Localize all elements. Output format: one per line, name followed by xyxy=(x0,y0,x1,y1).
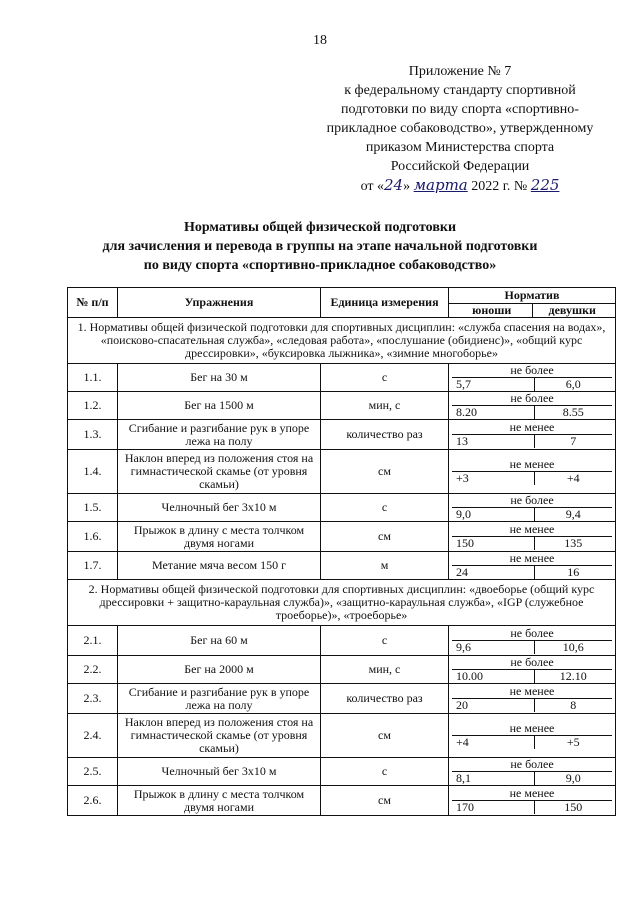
row-number: 2.1. xyxy=(68,626,118,656)
norm-boys: 24 xyxy=(456,565,468,579)
table-row xyxy=(68,494,616,522)
norm-boys: +4 xyxy=(456,735,469,749)
appendix-line: приказом Министерства спорта xyxy=(365,140,555,155)
date-year: 2022 г. № xyxy=(471,179,528,194)
row-exercise: Бег на 1500 м xyxy=(118,392,321,420)
row-norm xyxy=(449,552,616,580)
norm-condition: не менее xyxy=(452,787,612,801)
row-norm xyxy=(449,714,616,758)
norm-girls: 150 xyxy=(534,801,613,814)
row-norm xyxy=(449,522,616,552)
order-number: 225 xyxy=(530,176,560,194)
norm-condition: не менее xyxy=(452,458,612,472)
row-norm xyxy=(449,626,616,656)
row-unit: см xyxy=(321,522,449,552)
norm-girls: +5 xyxy=(534,736,613,749)
norm-girls: 8 xyxy=(534,699,613,712)
norm-girls: 135 xyxy=(534,537,613,550)
date-day: 24 xyxy=(384,176,404,194)
row-unit: количество раз xyxy=(321,420,449,450)
section-title: 2. Нормативы общей физической подготовки для спортивных дисциплин: «двоеборье (общий курс дрессировки + защитно-караульная служба)», «защитно-караульная служба», «IGP (служебное троеборье)», «троеборье» xyxy=(68,580,616,626)
appendix-line: подготовки по виду спорта «спортивно- xyxy=(341,102,579,117)
norm-boys: +3 xyxy=(456,471,469,485)
norm-boys: 150 xyxy=(456,536,474,550)
norm-condition: не менее xyxy=(452,552,612,566)
norm-girls: 8.55 xyxy=(534,406,613,419)
row-number: 1.5. xyxy=(68,494,118,522)
row-exercise: Бег на 60 м xyxy=(118,626,321,656)
header-norm: Норматив xyxy=(449,288,616,304)
norm-condition: не менее xyxy=(452,523,612,537)
row-norm xyxy=(449,494,616,522)
row-unit: с xyxy=(321,758,449,786)
table-row xyxy=(68,626,616,656)
order-date-line xyxy=(300,176,620,196)
norm-boys: 13 xyxy=(456,434,468,448)
norm-boys: 20 xyxy=(456,698,468,712)
norm-condition: не более xyxy=(452,656,612,670)
row-number: 2.2. xyxy=(68,656,118,684)
norm-condition: не менее xyxy=(452,421,612,435)
appendix-line: прикладное собаководство», утвержденному xyxy=(326,121,594,136)
row-exercise: Сгибание и разгибание рук в упоре лежа на полу xyxy=(118,420,321,450)
header-boys: юноши xyxy=(472,303,512,317)
header-exercise: Упражнения xyxy=(118,288,321,318)
row-number: 2.6. xyxy=(68,786,118,816)
norm-girls: 6,0 xyxy=(534,378,613,391)
appendix-line: Приложение № 7 xyxy=(408,64,512,79)
row-norm xyxy=(449,420,616,450)
table-row xyxy=(68,786,616,816)
table-row xyxy=(68,420,616,450)
norm-boys: 170 xyxy=(456,800,474,814)
page-number: 18 xyxy=(313,33,327,48)
row-unit: количество раз xyxy=(321,684,449,714)
title-line: по виду спорта «спортивно-прикладное собаководство» xyxy=(143,258,497,273)
header-girls: девушки xyxy=(532,304,613,317)
row-exercise: Наклон вперед из положения стоя на гимнастической скамье (от уровня скамьи) xyxy=(118,714,321,758)
row-exercise: Бег на 30 м xyxy=(118,364,321,392)
table-row xyxy=(68,392,616,420)
norm-condition: не более xyxy=(452,627,612,641)
row-number: 1.3. xyxy=(68,420,118,450)
norm-girls: 10,6 xyxy=(534,641,613,654)
row-unit: с xyxy=(321,626,449,656)
row-unit: с xyxy=(321,364,449,392)
norms-table xyxy=(67,287,616,816)
table-row xyxy=(68,552,616,580)
norm-condition: не менее xyxy=(452,722,612,736)
row-exercise: Сгибание и разгибание рук в упоре лежа на полу xyxy=(118,684,321,714)
norm-girls: 7 xyxy=(534,435,613,448)
document-title xyxy=(40,218,600,275)
table-row xyxy=(68,364,616,392)
norm-boys: 5,7 xyxy=(456,377,471,391)
norm-boys: 9,0 xyxy=(456,507,471,521)
row-number: 1.2. xyxy=(68,392,118,420)
table-row xyxy=(68,758,616,786)
norm-condition: не менее xyxy=(452,685,612,699)
norm-girls: 9,4 xyxy=(534,508,613,521)
row-number: 1.7. xyxy=(68,552,118,580)
date-prefix: от « xyxy=(360,179,384,194)
row-unit: мин, с xyxy=(321,656,449,684)
norm-condition: не более xyxy=(452,392,612,406)
norm-boys: 9,6 xyxy=(456,640,471,654)
norm-girls: 16 xyxy=(534,566,613,579)
row-exercise: Челночный бег 3х10 м xyxy=(118,758,321,786)
table-row xyxy=(68,684,616,714)
norm-boys: 8.20 xyxy=(456,405,477,419)
norm-boys: 10.00 xyxy=(456,669,483,683)
appendix-line: к федеральному стандарту спортивной xyxy=(344,83,576,98)
title-line: Нормативы общей физической подготовки xyxy=(183,220,457,235)
row-number: 1.1. xyxy=(68,364,118,392)
row-exercise: Челночный бег 3х10 м xyxy=(118,494,321,522)
table-row xyxy=(68,656,616,684)
section-title: 1. Нормативы общей физической подготовки для спортивных дисциплин: «служба спасения на водах», «поисково-спасательная служба», «следовая работа», «послушание (обидиенс)», «общий курс дрессировки», «буксировка лыжника», «зимние многоборье» xyxy=(68,318,616,364)
header-num: № п/п xyxy=(68,288,118,318)
row-unit: см xyxy=(321,714,449,758)
norm-condition: не более xyxy=(452,758,612,772)
norm-condition: не более xyxy=(452,364,612,378)
row-number: 2.4. xyxy=(68,714,118,758)
row-number: 1.6. xyxy=(68,522,118,552)
row-unit: см xyxy=(321,786,449,816)
row-norm xyxy=(449,758,616,786)
norm-condition: не более xyxy=(452,494,612,508)
row-norm xyxy=(449,392,616,420)
row-unit: см xyxy=(321,450,449,494)
norm-girls: 12.10 xyxy=(534,670,613,683)
table-row xyxy=(68,450,616,494)
row-norm xyxy=(449,450,616,494)
title-line: для зачисления и перевода в группы на этапе начальной подготовки xyxy=(102,239,538,254)
header-unit: Единица измерения xyxy=(321,288,449,318)
row-exercise: Наклон вперед из положения стоя на гимнастической скамье (от уровня скамьи) xyxy=(118,450,321,494)
date-mid: » xyxy=(403,179,411,194)
appendix-block xyxy=(300,62,620,196)
row-unit: м xyxy=(321,552,449,580)
row-number: 1.4. xyxy=(68,450,118,494)
row-norm xyxy=(449,786,616,816)
row-norm xyxy=(449,364,616,392)
norm-girls: +4 xyxy=(534,472,613,485)
row-exercise: Бег на 2000 м xyxy=(118,656,321,684)
norm-girls: 9,0 xyxy=(534,772,613,785)
row-norm xyxy=(449,656,616,684)
header-gender xyxy=(449,304,616,318)
row-exercise: Прыжок в длину с места толчком двумя ногами xyxy=(118,522,321,552)
row-unit: с xyxy=(321,494,449,522)
row-number: 2.3. xyxy=(68,684,118,714)
row-unit: мин, с xyxy=(321,392,449,420)
date-month: марта xyxy=(413,176,468,194)
table-row xyxy=(68,714,616,758)
table-row xyxy=(68,522,616,552)
norm-boys: 8,1 xyxy=(456,771,471,785)
row-exercise: Метание мяча весом 150 г xyxy=(118,552,321,580)
appendix-line: Российской Федерации xyxy=(390,159,530,174)
row-norm xyxy=(449,684,616,714)
row-number: 2.5. xyxy=(68,758,118,786)
row-exercise: Прыжок в длину с места толчком двумя ногами xyxy=(118,786,321,816)
